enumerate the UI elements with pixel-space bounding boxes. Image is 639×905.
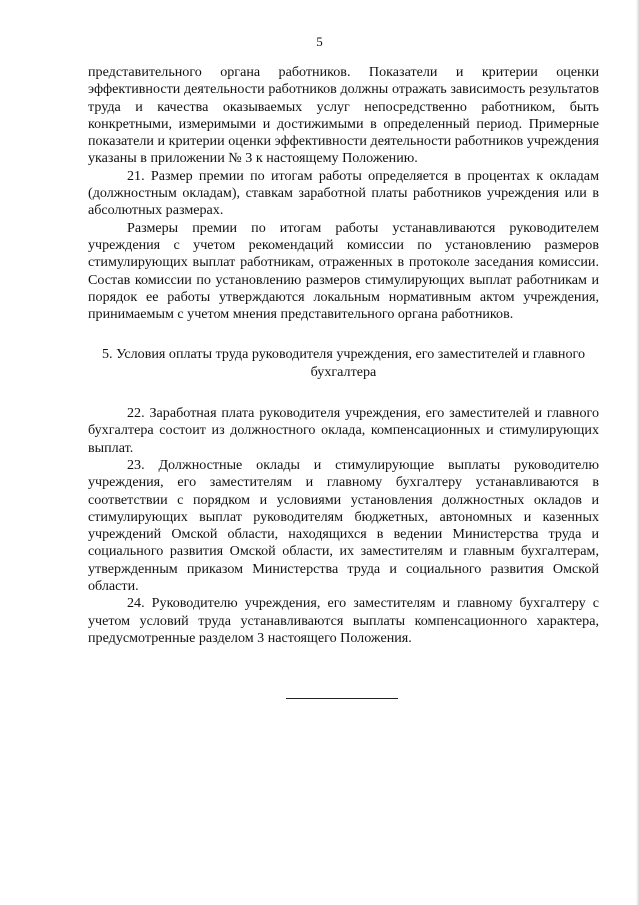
paragraph-continuation: представительного органа работников. Показатели и критерии оценки эффективности деятельности работников должны отражать зависимость результатов труда и качества оказываемых услуг непосредственно работником, быть конкретными, измеримыми и достижимыми в определенный период. Примерные показатели и критерии оценки эффективности деятельности работников учреждения указаны в приложении № 3 к настоящему Положению. — [88, 64, 599, 167]
paragraph-24: 24. Руководителю учреждения, его заместителям и главному бухгалтеру с учетом условий труда устанавливаются выплаты компенсационного характера, предусмотренные разделом 3 настоящего Положения. — [88, 595, 599, 646]
paragraph-22: 22. Заработная плата руководителя учреждения, его заместителей и главного бухгалтера состоит из должностного оклада, компенсационных и стимулирующих выплат. — [88, 405, 599, 456]
paragraph-21: 21. Размер премии по итогам работы определяется в процентах к окладам (должностным окладам), ставкам заработной платы работников учреждения или в абсолютных размерах. — [88, 167, 599, 219]
page-number: 5 — [316, 34, 323, 49]
section-5-heading: 5. Условия оплаты труда руководителя учреждения, его заместителей и главного бухгалтера — [101, 346, 586, 380]
end-divider-line — [286, 698, 398, 699]
paragraph-23: 23. Должностные оклады и стимулирующие выплаты руководителю учреждения, его заместителям и главному бухгалтеру устанавливаются в соответствии с порядком и условиями установления должностных окладов и стимулирующих выплат руководителям бюджетных, автономных и казенных учреждений Омской области, находящихся в ведении Министерства труда и социального развития Омской области, их заместителям и главным бухгалтерам, утвержденным приказом Министерства труда и социального развития Омской области. — [88, 456, 599, 595]
document-body — [88, 64, 599, 647]
paragraph-bonus-sizes: Размеры премии по итогам работы устанавливаются руководителем учреждения с учетом рекомендаций комиссии по установлению размеров стимулирующих выплат работникам, отраженных в протоколе заседания комиссии. Состав комиссии по установлению размеров стимулирующих выплат работникам и порядок ее работы утверждаются локальным нормативным актом учреждения, принимаемым с учетом мнения представительного органа работников. — [88, 219, 599, 323]
